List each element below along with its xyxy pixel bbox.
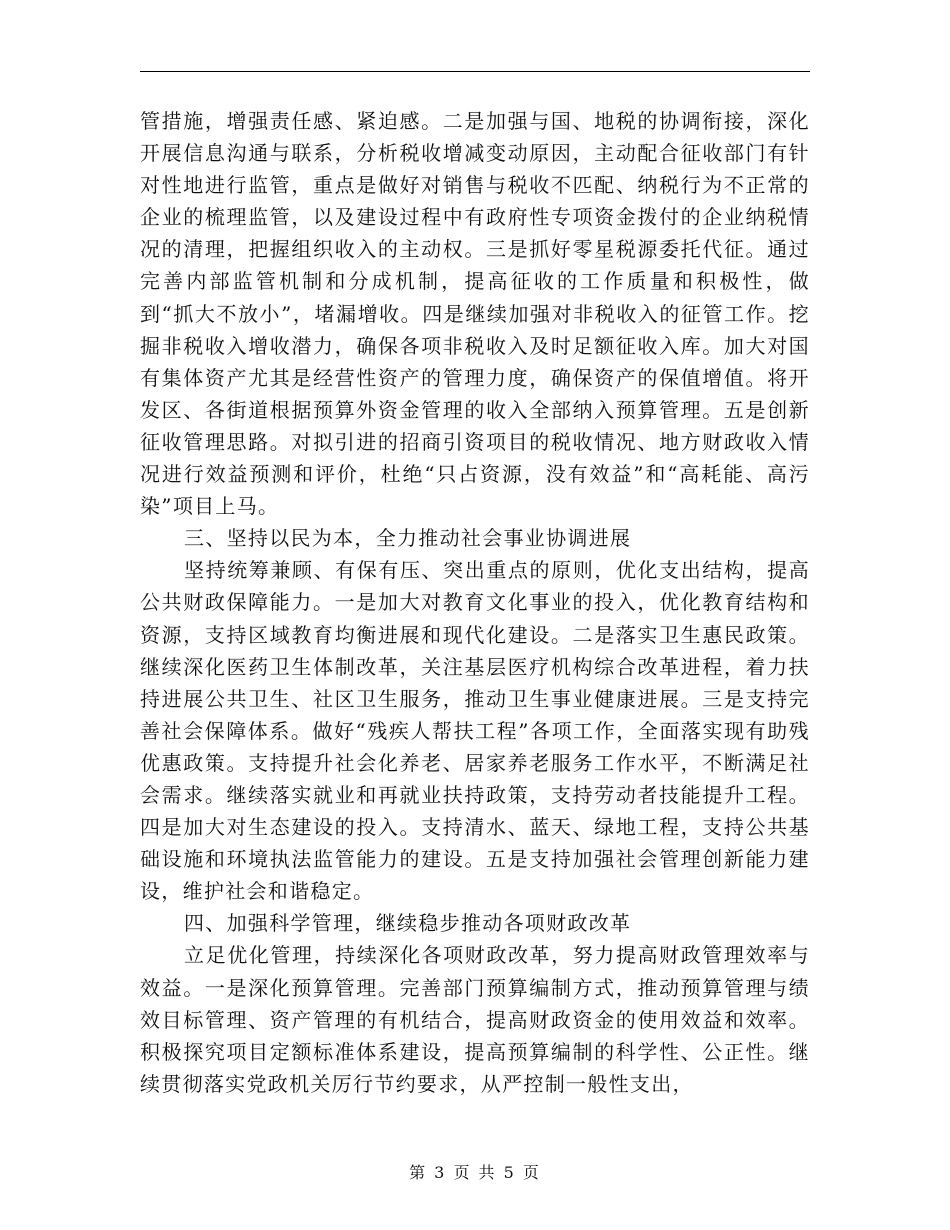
paragraph-continuation: 管措施，增强责任感、紧迫感。二是加强与国、地税的协调衔接，深化开展信息沟通与联系，分析税收增减变动原因，主动配合征收部门有针对性地进行监管，重点是做好对销售与税收不匹配、纳税行为不正常的企业的梳理监管，以及建设过程中有政府性专项资金拨付的企业纳税情况的清理，把握组织收入的主动权。三是抓好零星税源委托代征。通过完善内部监管机制和分成机制，提高征收的工作质量和积极性，做到“抓大不放小”，堵漏增收。四是继续加强对非税收入的征管工作。挖掘非税收入增收潜力，确保各项非税收入及时足额征收入库。加大对国有集体资产尤其是经营性资产的管理力度，确保资产的保值增值。将开发区、各街道根据预算外资金管理的收入全部纳入预算管理。五是创新征收管理思路。对拟引进的招商引资项目的税收情况、地方财政收入情况进行效益预测和评价，杜绝“只占资源，没有效益”和“高耗能、高污染”项目上马。 <box>140 109 810 519</box>
section-heading-3: 三、坚持以民为本，全力推动社会事业协调进展 <box>184 526 632 551</box>
document-body <box>140 105 810 1100</box>
paragraph-section-4: 立足优化管理，持续深化各项财政改革，努力提高财政管理效率与效益。一是深化预算管理。完善部门预算编制方式，推动预算管理与绩效目标管理、资产管理的有机结合，提高财政资金的使用效益和效率。积极探究项目定额标准体系建设，提高预算编制的科学性、公正性。继续贯彻落实党政机关厉行节约要求，从严控制一般性支出， <box>140 943 810 1096</box>
page-number-footer: 第 3 页 共 5 页 <box>409 1163 541 1182</box>
section-heading-4: 四、加强科学管理，继续稳步推动各项财政改革 <box>184 911 632 936</box>
header-rule <box>140 71 810 72</box>
paragraph-section-3: 坚持统筹兼顾、有保有压、突出重点的原则，优化支出结构，提高公共财政保障能力。一是加大对教育文化事业的投入，优化教育结构和资源，支持区域教育均衡进展和现代化建设。二是落实卫生惠民政策。继续深化医药卫生体制改革，关注基层医疗机构综合改革进程，着力扶持进展公共卫生、社区卫生服务，推动卫生事业健康进展。三是支持完善社会保障体系。做好“残疾人帮扶工程”各项工作，全面落实现有助残优惠政策。支持提升社会化养老、居家养老服务工作水平，不断满足社会需求。继续落实就业和再就业扶持政策，支持劳动者技能提升工程。四是加大对生态建设的投入。支持清水、蓝天、绿地工程，支持公共基础设施和环境执法监管能力的建设。五是支持加强社会管理创新能力建设，维护社会和谐稳定。 <box>140 558 810 904</box>
